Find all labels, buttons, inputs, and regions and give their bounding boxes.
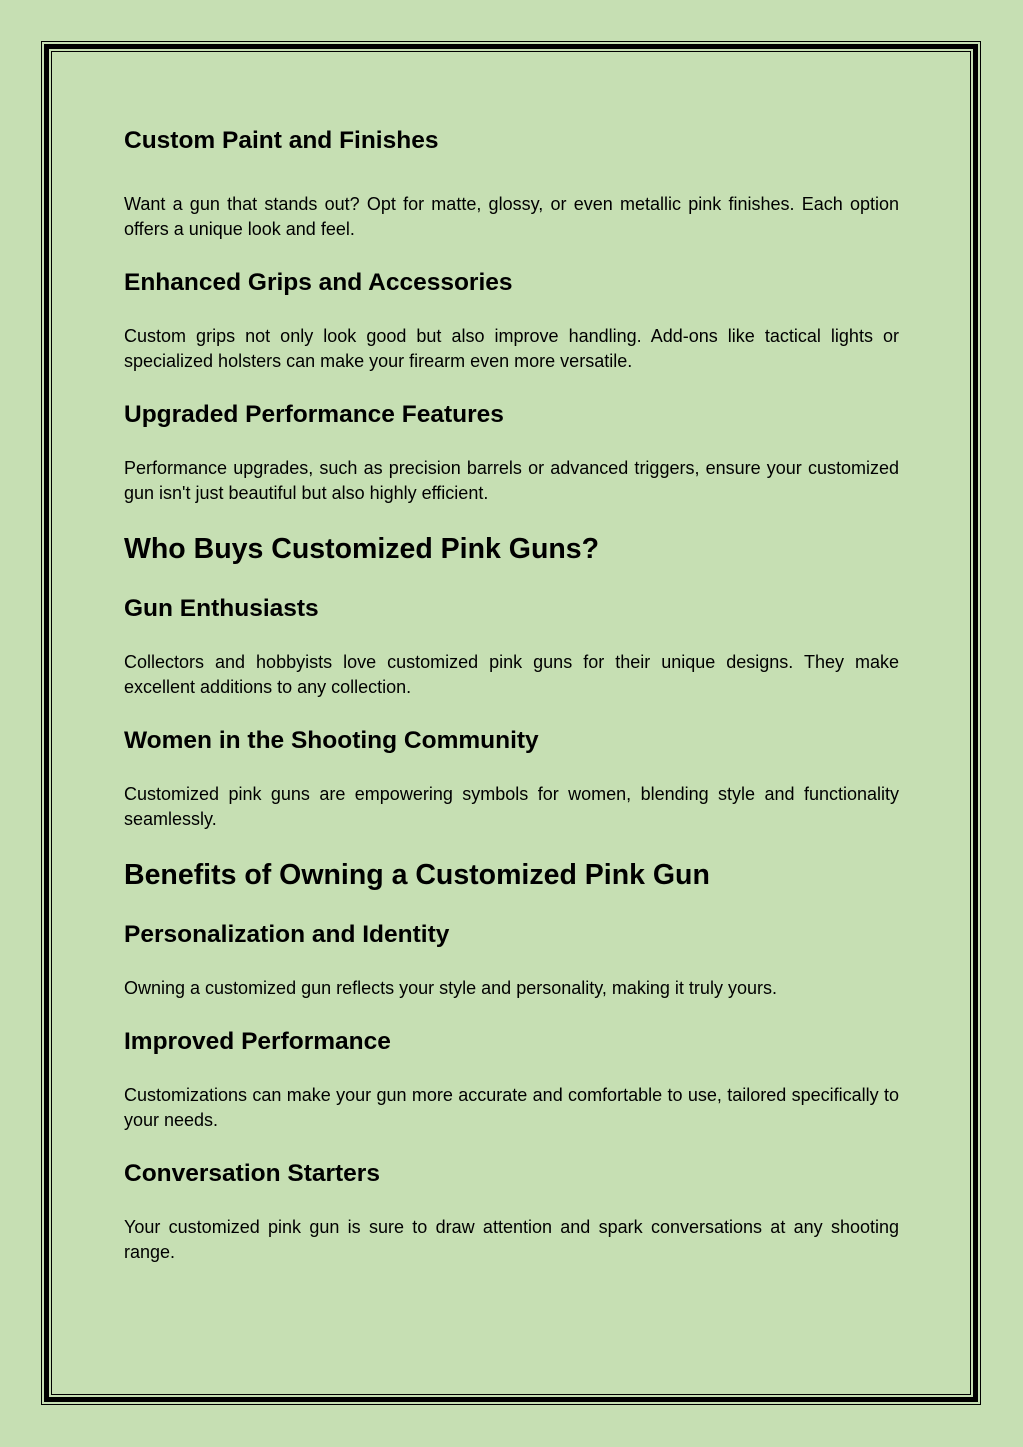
chapter-heading-benefits: Benefits of Owning a Customized Pink Gun [124,859,710,891]
chapter-heading-who-buys: Who Buys Customized Pink Guns? [124,533,600,565]
section-body-improved-performance: Customizations can make your gun more accurate and comfortable to use, tailored specifically to your needs. [124,1085,899,1130]
section-heading-upgraded-performance: Upgraded Performance Features [124,401,504,428]
section-heading-improved-performance: Improved Performance [124,1028,391,1055]
section-body-personalization: Owning a customized gun reflects your style and personality, making it truly yours. [124,978,777,998]
section-body-women-shooting: Customized pink guns are empowering symbols for women, blending style and functionality seamlessly. [124,784,899,829]
section-body-upgraded-performance: Performance upgrades, such as precision barrels or advanced triggers, ensure your customized gun isn't just beautiful but also highly efficient. [124,458,899,503]
section-body-custom-paint: Want a gun that stands out? Opt for matte, glossy, or even metallic pink finishes. Each option offers a unique look and feel. [124,194,899,239]
section-body-enhanced-grips: Custom grips not only look good but also improve handling. Add-ons like tactical lights or specialized holsters can make your firearm even more versatile. [124,326,899,371]
section-heading-enhanced-grips: Enhanced Grips and Accessories [124,269,513,296]
section-heading-gun-enthusiasts: Gun Enthusiasts [124,595,319,622]
section-heading-personalization: Personalization and Identity [124,921,450,948]
section-heading-custom-paint: Custom Paint and Finishes [124,127,439,154]
page-border-inner [51,51,971,1395]
section-body-gun-enthusiasts: Collectors and hobbyists love customized pink guns for their unique designs. They make excellent additions to any collection. [124,652,899,697]
section-heading-conversation-starters: Conversation Starters [124,1160,380,1187]
section-body-conversation-starters: Your customized pink gun is sure to draw attention and spark conversations at any shooting range. [124,1217,899,1262]
section-heading-women-shooting: Women in the Shooting Community [124,727,539,754]
